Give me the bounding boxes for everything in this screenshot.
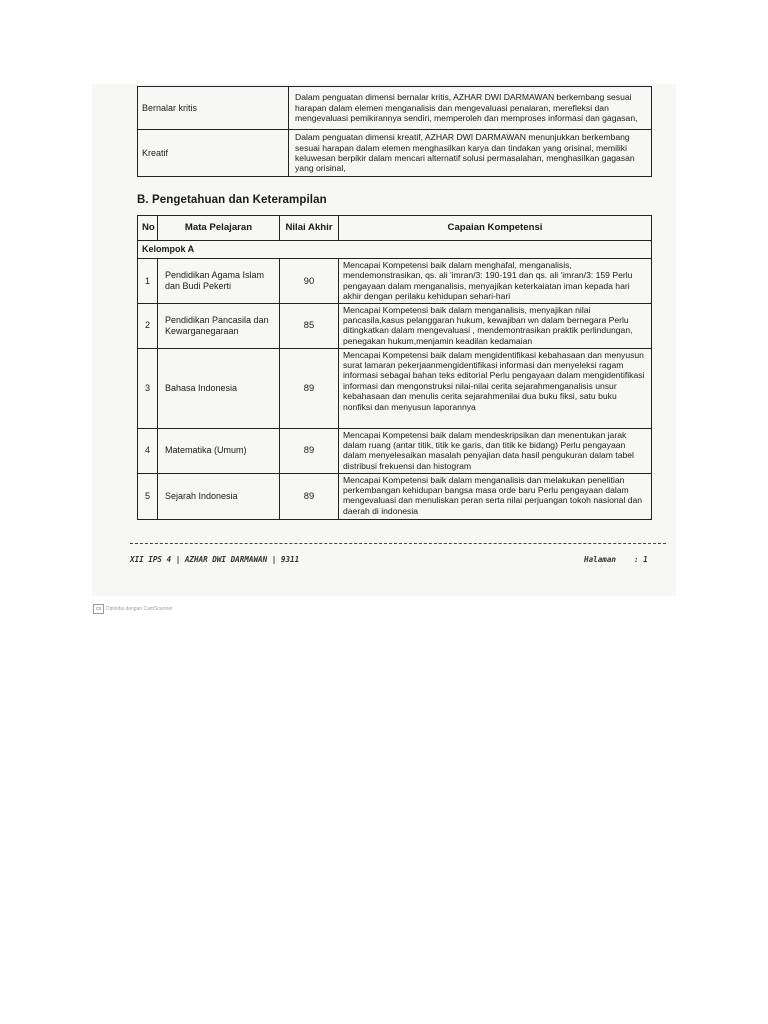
row-number: 1 bbox=[138, 259, 158, 304]
row-number: 4 bbox=[138, 428, 158, 473]
final-score: 89 bbox=[280, 428, 339, 473]
dimension-row bbox=[138, 130, 652, 177]
dimension-description: Dalam penguatan dimensi bernalar kritis, AZHAR DWI DARMAWAN berkembang sesuai harapan dalam elemen menganalisis dan mengevaluasi penalaran, merefleksi dan mengevaluasi pemikirannya sendiri, memperoleh dan memproses informasi dan gagasan, bbox=[289, 87, 652, 130]
dimension-row bbox=[138, 87, 652, 130]
table-row bbox=[138, 428, 652, 473]
competency-text: Mencapai Kompetensi baik dalam menghafal, menganalisis, mendemonstrasikan, qs. ali 'imran/3: 190-191 dan qs. ali 'imran/3: 159 Perlu pengayaan dalam menganalisis, menyajikan keterkaiatan iman kepada hari akhir dengan perilaku kehidupan sehari-hari bbox=[339, 259, 652, 304]
grades-table bbox=[137, 215, 652, 520]
competency-text: Mencapai Kompetensi baik dalam menganalisis dan melakukan penelitian perkembangan kehidupan bangsa masa orde baru Perlu pengayaan dalam mengevaluasi dan menuliskan peran serta nilai perjuangan tokoh nasional dan daerah di indonesia bbox=[339, 473, 652, 519]
page-label: Halaman bbox=[584, 555, 617, 564]
footer-divider bbox=[130, 543, 666, 544]
subject-name: Sejarah Indonesia bbox=[158, 473, 280, 519]
table-row bbox=[138, 259, 652, 304]
section-title: B. Pengetahuan dan Keterampilan bbox=[137, 194, 327, 206]
table-row bbox=[138, 473, 652, 519]
competency-text: Mencapai Kompetensi baik dalam menganalisis, menyajikan nilai pancasila,kasus pelanggaran hukum, kewajiban wn dalam bernegara Perlu ditingkatkan dalam mengevaluasi , mendemontrasikan praktik perlindungan, penegakan hukum,menjamin keadilan kedamaian bbox=[339, 303, 652, 348]
final-score: 89 bbox=[280, 348, 339, 428]
final-score: 90 bbox=[280, 259, 339, 304]
footer-page bbox=[584, 555, 648, 564]
table-row bbox=[138, 348, 652, 428]
final-score: 85 bbox=[280, 303, 339, 348]
row-number: 5 bbox=[138, 473, 158, 519]
group-row bbox=[138, 241, 652, 259]
header-no: No bbox=[138, 216, 158, 241]
row-number: 2 bbox=[138, 303, 158, 348]
header-score: Nilai Akhir bbox=[280, 216, 339, 241]
row-number: 3 bbox=[138, 348, 158, 428]
dimension-name: Kreatif bbox=[138, 130, 289, 177]
subject-name: Bahasa Indonesia bbox=[158, 348, 280, 428]
grades-header-row bbox=[138, 216, 652, 241]
subject-name: Pendidikan Pancasila dan Kewarganegaraan bbox=[158, 303, 280, 348]
table-row bbox=[138, 303, 652, 348]
scanner-watermark bbox=[93, 604, 173, 614]
footer-student-info: XII IPS 4 | AZHAR DWI DARMAWAN | 9311 bbox=[130, 555, 300, 564]
watermark-text: Dipindai dengan CamScanner bbox=[106, 606, 173, 612]
camscanner-icon: cs bbox=[93, 604, 104, 614]
header-subject: Mata Pelajaran bbox=[158, 216, 280, 241]
group-label: Kelompok A bbox=[138, 241, 652, 259]
page-number: : 1 bbox=[634, 555, 648, 564]
competency-text: Mencapai Kompetensi baik dalam mengidentifikasi kebahasaan dan menyusun surat lamaran pekerjaanmengidentifikasi informasi dan menyeleksi ragam informasi sebagai bahan teks editorial Perlu pengayaan dalam mengidentifikasi informasi dan mengonstruksi nilai-nilai cerita sejarahmenganalisis unsur kebahasaan dan menulis cerita sejarahmenilai dua buku fiksi, satu buku nonfiksi dan menyusun laporannya bbox=[339, 348, 652, 428]
dimension-name: Bernalar kritis bbox=[138, 87, 289, 130]
dimension-table bbox=[137, 86, 652, 177]
subject-name: Matematika (Umum) bbox=[158, 428, 280, 473]
dimension-description: Dalam penguatan dimensi kreatif, AZHAR DWI DARMAWAN menunjukkan berkembang sesuai harapan dalam elemen menghasilkan karya dan tindakan yang orisinal, memiliki keluwesan berpikir dalam mencari alternatif solusi permasalahan, menghasilkan gagasan yang orisinal, bbox=[289, 130, 652, 177]
subject-name: Pendidikan Agama Islam dan Budi Pekerti bbox=[158, 259, 280, 304]
competency-text: Mencapai Kompetensi baik dalam mendeskripsikan dan menentukan jarak dalam ruang (antar titik, titik ke garis, dan titik ke bidang) Perlu pengayaan dalam menyelesaikan masalah penyajian data hasil pengukuran dalam tabel distribusi frekuensi dan histogram bbox=[339, 428, 652, 473]
final-score: 89 bbox=[280, 473, 339, 519]
header-competency: Capaian Kompetensi bbox=[339, 216, 652, 241]
